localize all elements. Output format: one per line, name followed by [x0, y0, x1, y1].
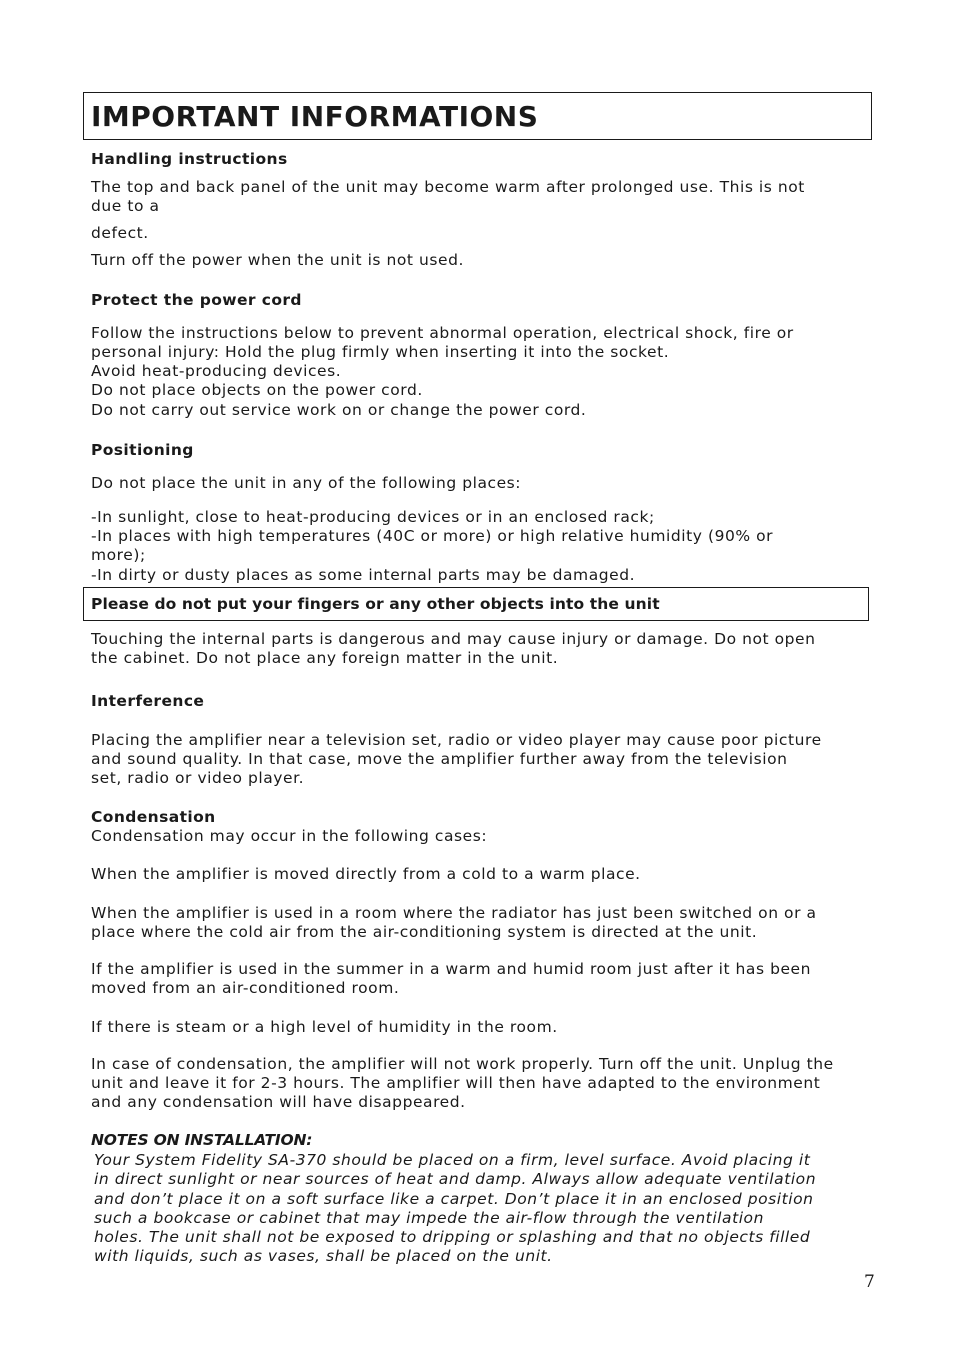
interference-line-3: set, radio or video player.	[91, 769, 305, 787]
notes-line-2: in direct sunlight or near sources of heat and damp. Always allow adequate ventilation	[94, 1170, 817, 1189]
handling-line-4: Turn off the power when the unit is not used.	[91, 251, 464, 269]
power-cord-line-5: Do not carry out service work on or change the power cord.	[91, 401, 587, 419]
handling-line-3: defect.	[91, 224, 149, 242]
notes-line-6: with liquids, such as vases, shall be placed on the unit.	[94, 1247, 553, 1266]
power-cord-heading: Protect the power cord	[91, 291, 302, 309]
fingers-warning-heading: Please do not put your fingers or any other objects into the unit	[91, 595, 660, 613]
condensation-heading: Condensation	[91, 808, 216, 826]
page-number: 7	[864, 1272, 875, 1292]
power-cord-line-2: personal injury: Hold the plug firmly when inserting it into the socket.	[91, 343, 670, 361]
condensation-advice-2: unit and leave it for 2-3 hours. The amplifier will then have adapted to the environment	[91, 1074, 821, 1092]
condensation-case-4: If there is steam or a high level of humidity in the room.	[91, 1018, 558, 1036]
positioning-item-2b: more);	[91, 546, 146, 564]
fingers-line-1: Touching the internal parts is dangerous and may cause injury or damage. Do not open	[91, 630, 816, 648]
fingers-warning-box	[83, 587, 869, 621]
interference-line-2: and sound quality. In that case, move the amplifier further away from the television	[91, 750, 788, 768]
interference-line-1: Placing the amplifier near a television set, radio or video player may cause poor picture	[91, 731, 822, 749]
handling-heading: Handling instructions	[91, 150, 288, 168]
condensation-advice-1: In case of condensation, the amplifier will not work properly. Turn off the unit. Unplug the	[91, 1055, 834, 1073]
condensation-case-1: When the amplifier is moved directly from a cold to a warm place.	[91, 865, 641, 883]
condensation-case-3b: moved from an air-conditioned room.	[91, 979, 400, 997]
page-title: IMPORTANT INFORMATIONS	[91, 100, 539, 133]
condensation-case-2b: place where the cold air from the air-conditioning system is directed at the unit.	[91, 923, 758, 941]
power-cord-line-1: Follow the instructions below to prevent abnormal operation, electrical shock, fire or	[91, 324, 794, 342]
condensation-case-3a: If the amplifier is used in the summer in a warm and humid room just after it has been	[91, 960, 812, 978]
positioning-item-1: -In sunlight, close to heat-producing devices or in an enclosed rack;	[91, 508, 655, 526]
positioning-item-3: -In dirty or dusty places as some internal parts may be damaged.	[91, 566, 636, 584]
notes-heading: NOTES ON INSTALLATION:	[91, 1131, 313, 1149]
condensation-intro: Condensation may occur in the following cases:	[91, 827, 488, 845]
positioning-intro: Do not place the unit in any of the following places:	[91, 474, 522, 492]
condensation-advice-3: and any condensation will have disappeared.	[91, 1093, 466, 1111]
handling-line-1: The top and back panel of the unit may become warm after prolonged use. This is not	[91, 178, 805, 196]
positioning-heading: Positioning	[91, 441, 194, 459]
power-cord-line-3: Avoid heat-producing devices.	[91, 362, 342, 380]
handling-line-2: due to a	[91, 197, 160, 215]
fingers-line-2: the cabinet. Do not place any foreign matter in the unit.	[91, 649, 559, 667]
notes-body	[94, 1151, 816, 1267]
positioning-item-2a: -In places with high temperatures (40C or more) or high relative humidity (90% or	[91, 527, 774, 545]
notes-line-1: Your System Fidelity SA-370 should be placed on a firm, level surface. Avoid placing it	[94, 1151, 811, 1169]
notes-line-5: holes. The unit shall not be exposed to dripping or splashing and that no objects filled	[94, 1228, 811, 1247]
condensation-case-2a: When the amplifier is used in a room where the radiator has just been switched on or a	[91, 904, 817, 922]
interference-heading: Interference	[91, 692, 205, 710]
power-cord-line-4: Do not place objects on the power cord.	[91, 381, 423, 399]
notes-line-4: such a bookcase or cabinet that may impede the air-flow through the ventilation	[94, 1208, 764, 1227]
page-title-box	[83, 92, 872, 140]
notes-line-3: and don’t place it on a soft surface like a carpet. Don’t place it in an enclosed position	[94, 1189, 814, 1208]
